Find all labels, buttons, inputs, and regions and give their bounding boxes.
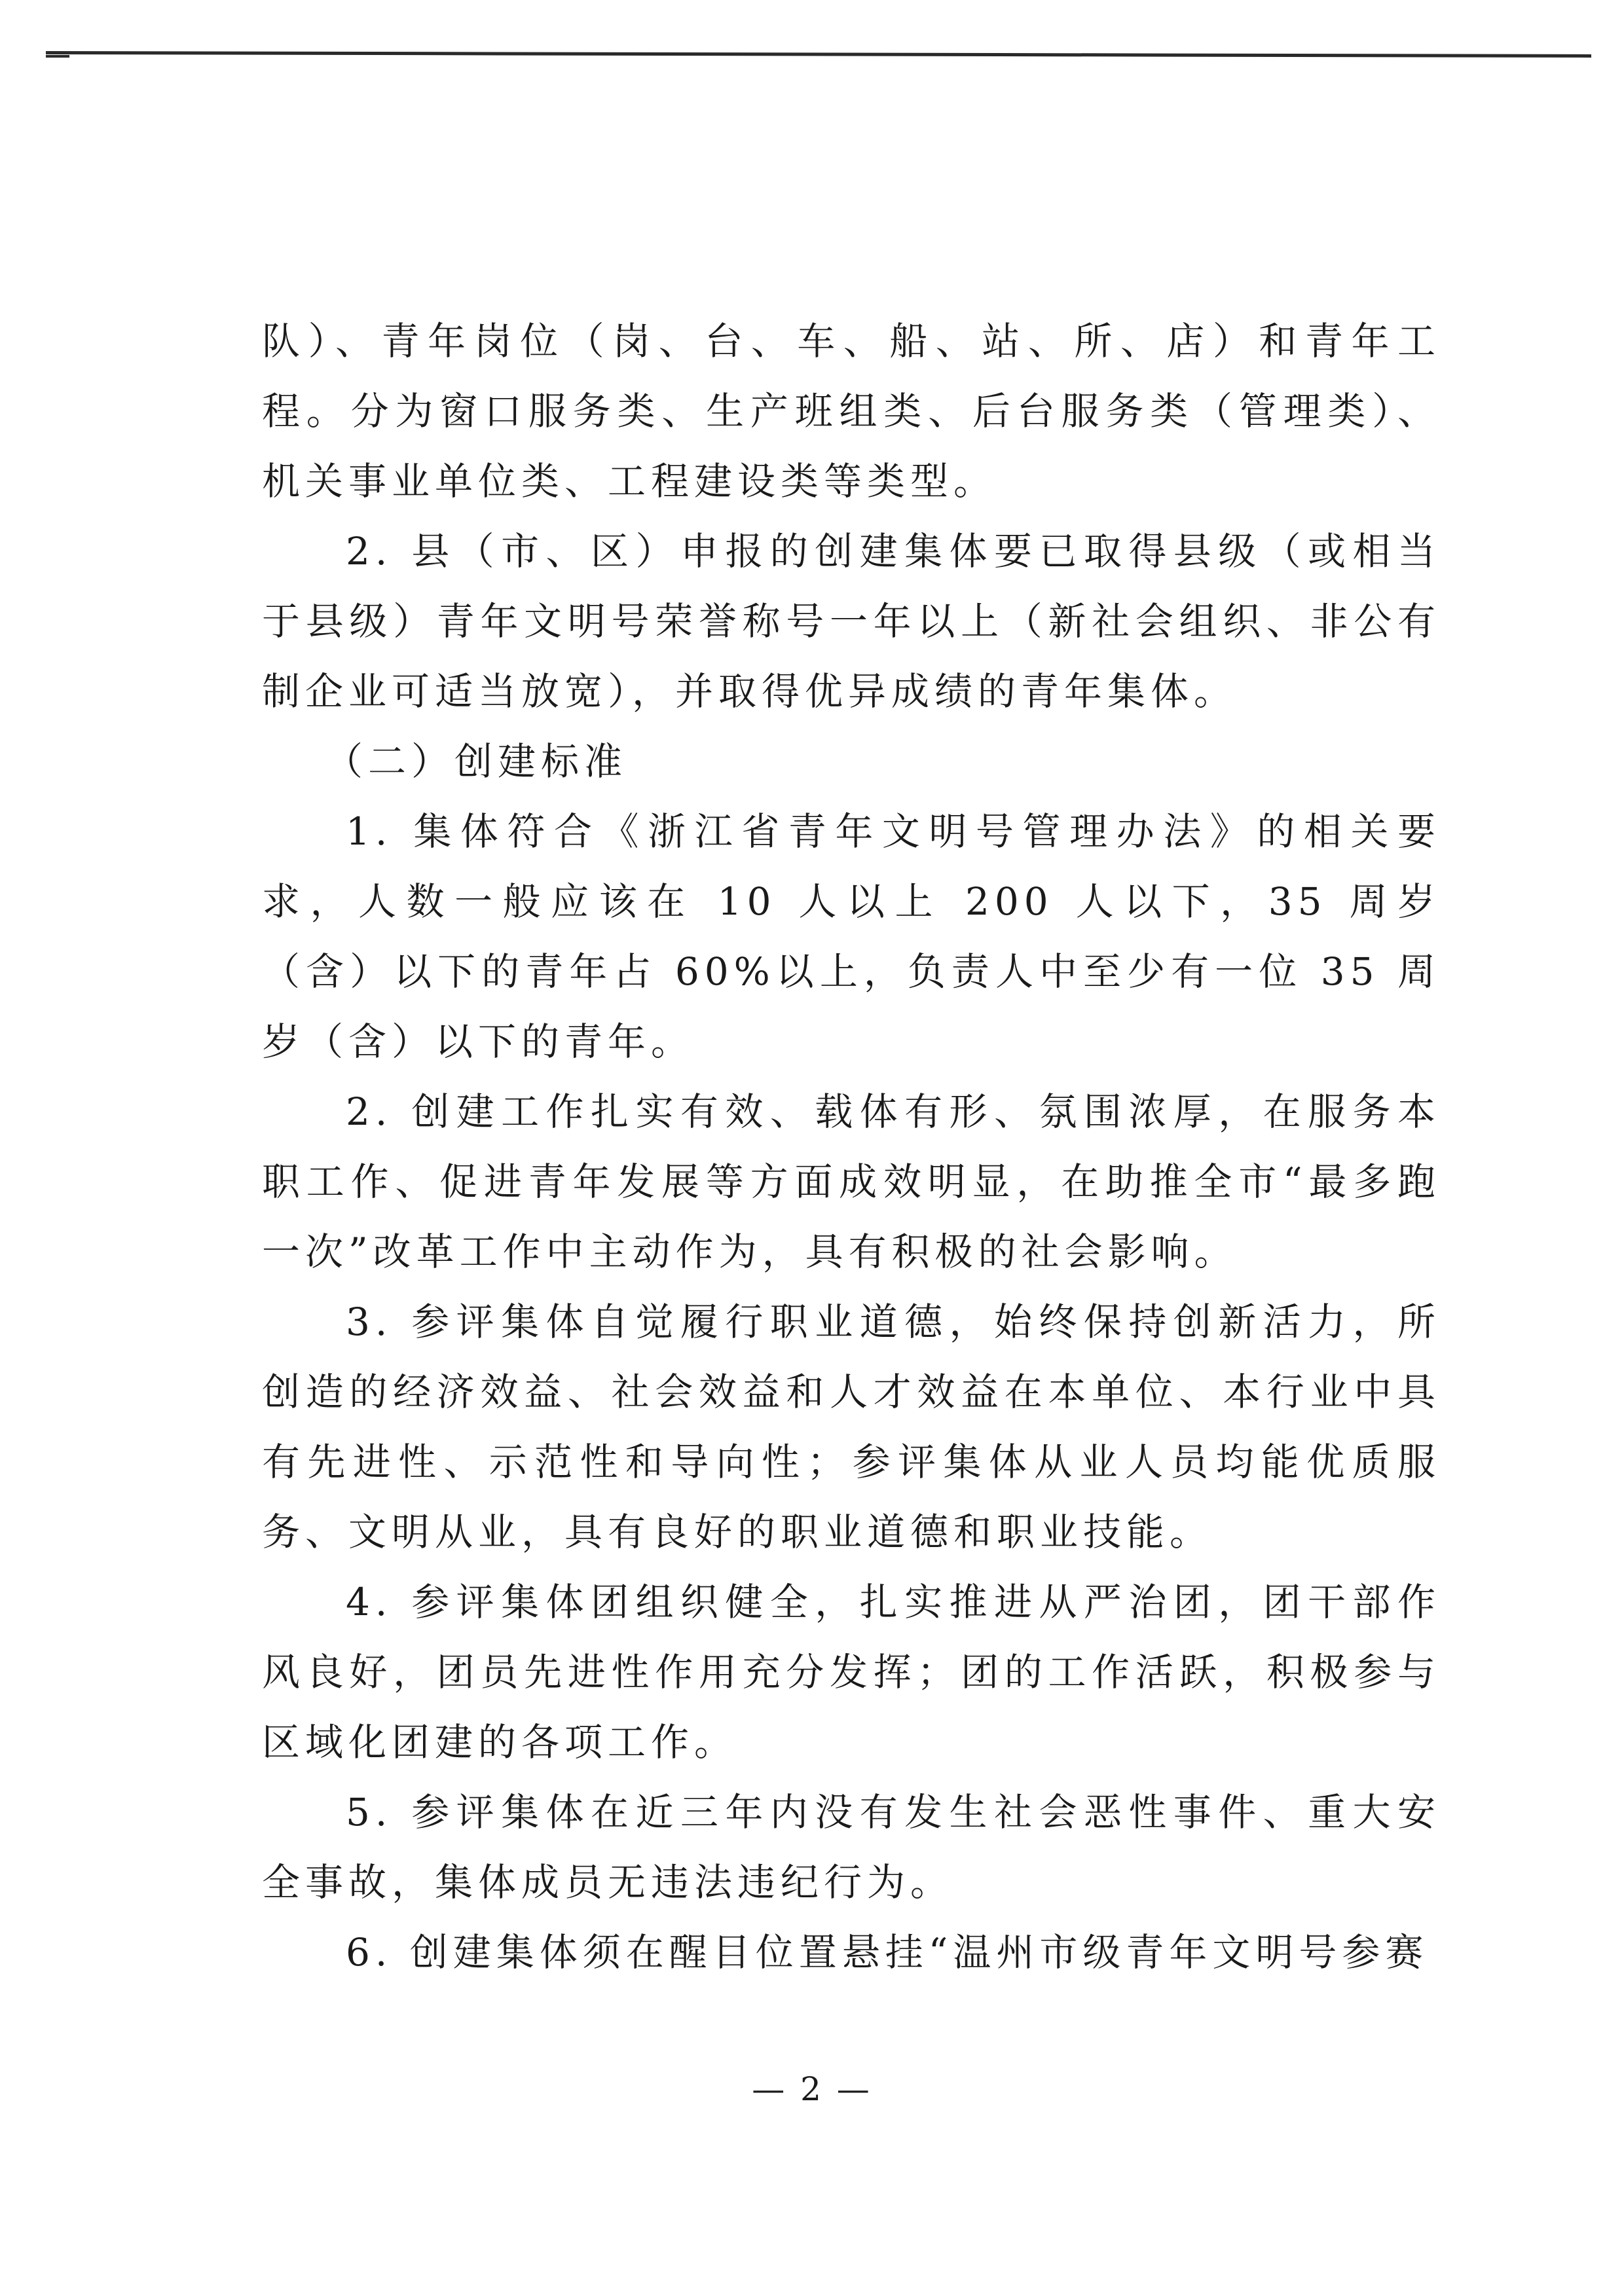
header-rule-tick (46, 55, 69, 58)
paragraph-criteria-1: 1. 集体符合《浙江省青年文明号管理办法》的相关要求，人数一般应该在 10 人以上 200 人以下，35 周岁（含）以下的青年占 60%以上，负责人中至少有一位 35 周岁（含）以下的青年。 (262, 809, 1441, 1064)
paragraph-criteria-2: 2. 创建工作扎实有效、载体有形、氛围浓厚，在服务本职工作、促进青年发展等方面成效明显，在助推全市“最多跑一次”改革工作中主动作为，具有积极的社会影响。 (262, 1089, 1441, 1274)
page-number: — 2 — (752, 2070, 872, 2108)
paragraph-criteria-5: 5. 参评集体在近三年内没有发生社会恶性事件、重大安全事故，集体成员无违法违纪行为。 (262, 1790, 1441, 1904)
document-body (262, 306, 1441, 1988)
paragraph-criteria-4: 4. 参评集体团组织健全，扎实推进从严治团，团干部作风良好，团员先进性作用充分发挥；团的工作活跃，积极参与区域化团建的各项工作。 (262, 1580, 1441, 1764)
section-heading-criteria: （二）创建标准 (325, 739, 628, 784)
paragraph-criteria-6: 6. 创建集体须在醒目位置悬挂“温州市级青年文明号参赛 (346, 1930, 1429, 1975)
paragraph-criteria-3: 3. 参评集体自觉履行职业道德，始终保持创新活力，所创造的经济效益、社会效益和人才效益在本单位、本行业中具有先进性、示范性和导向性；参评集体从业人员均能优质服务、文明从业，具有良好的职业道德和职业技能。 (262, 1300, 1441, 1554)
paragraph-continuation: 队）、青年岗位（岗、台、车、船、站、所、店）和青年工程。分为窗口服务类、生产班组类、后台服务类（管理类）、机关事业单位类、工程建设类等类型。 (262, 319, 1441, 503)
paragraph-item-2-county: 2. 县（市、区）申报的创建集体要已取得县级（或相当于县级）青年文明号荣誉称号一年以上（新社会组织、非公有制企业可适当放宽），并取得优异成绩的青年集体。 (262, 529, 1441, 714)
header-rule (46, 51, 1591, 58)
